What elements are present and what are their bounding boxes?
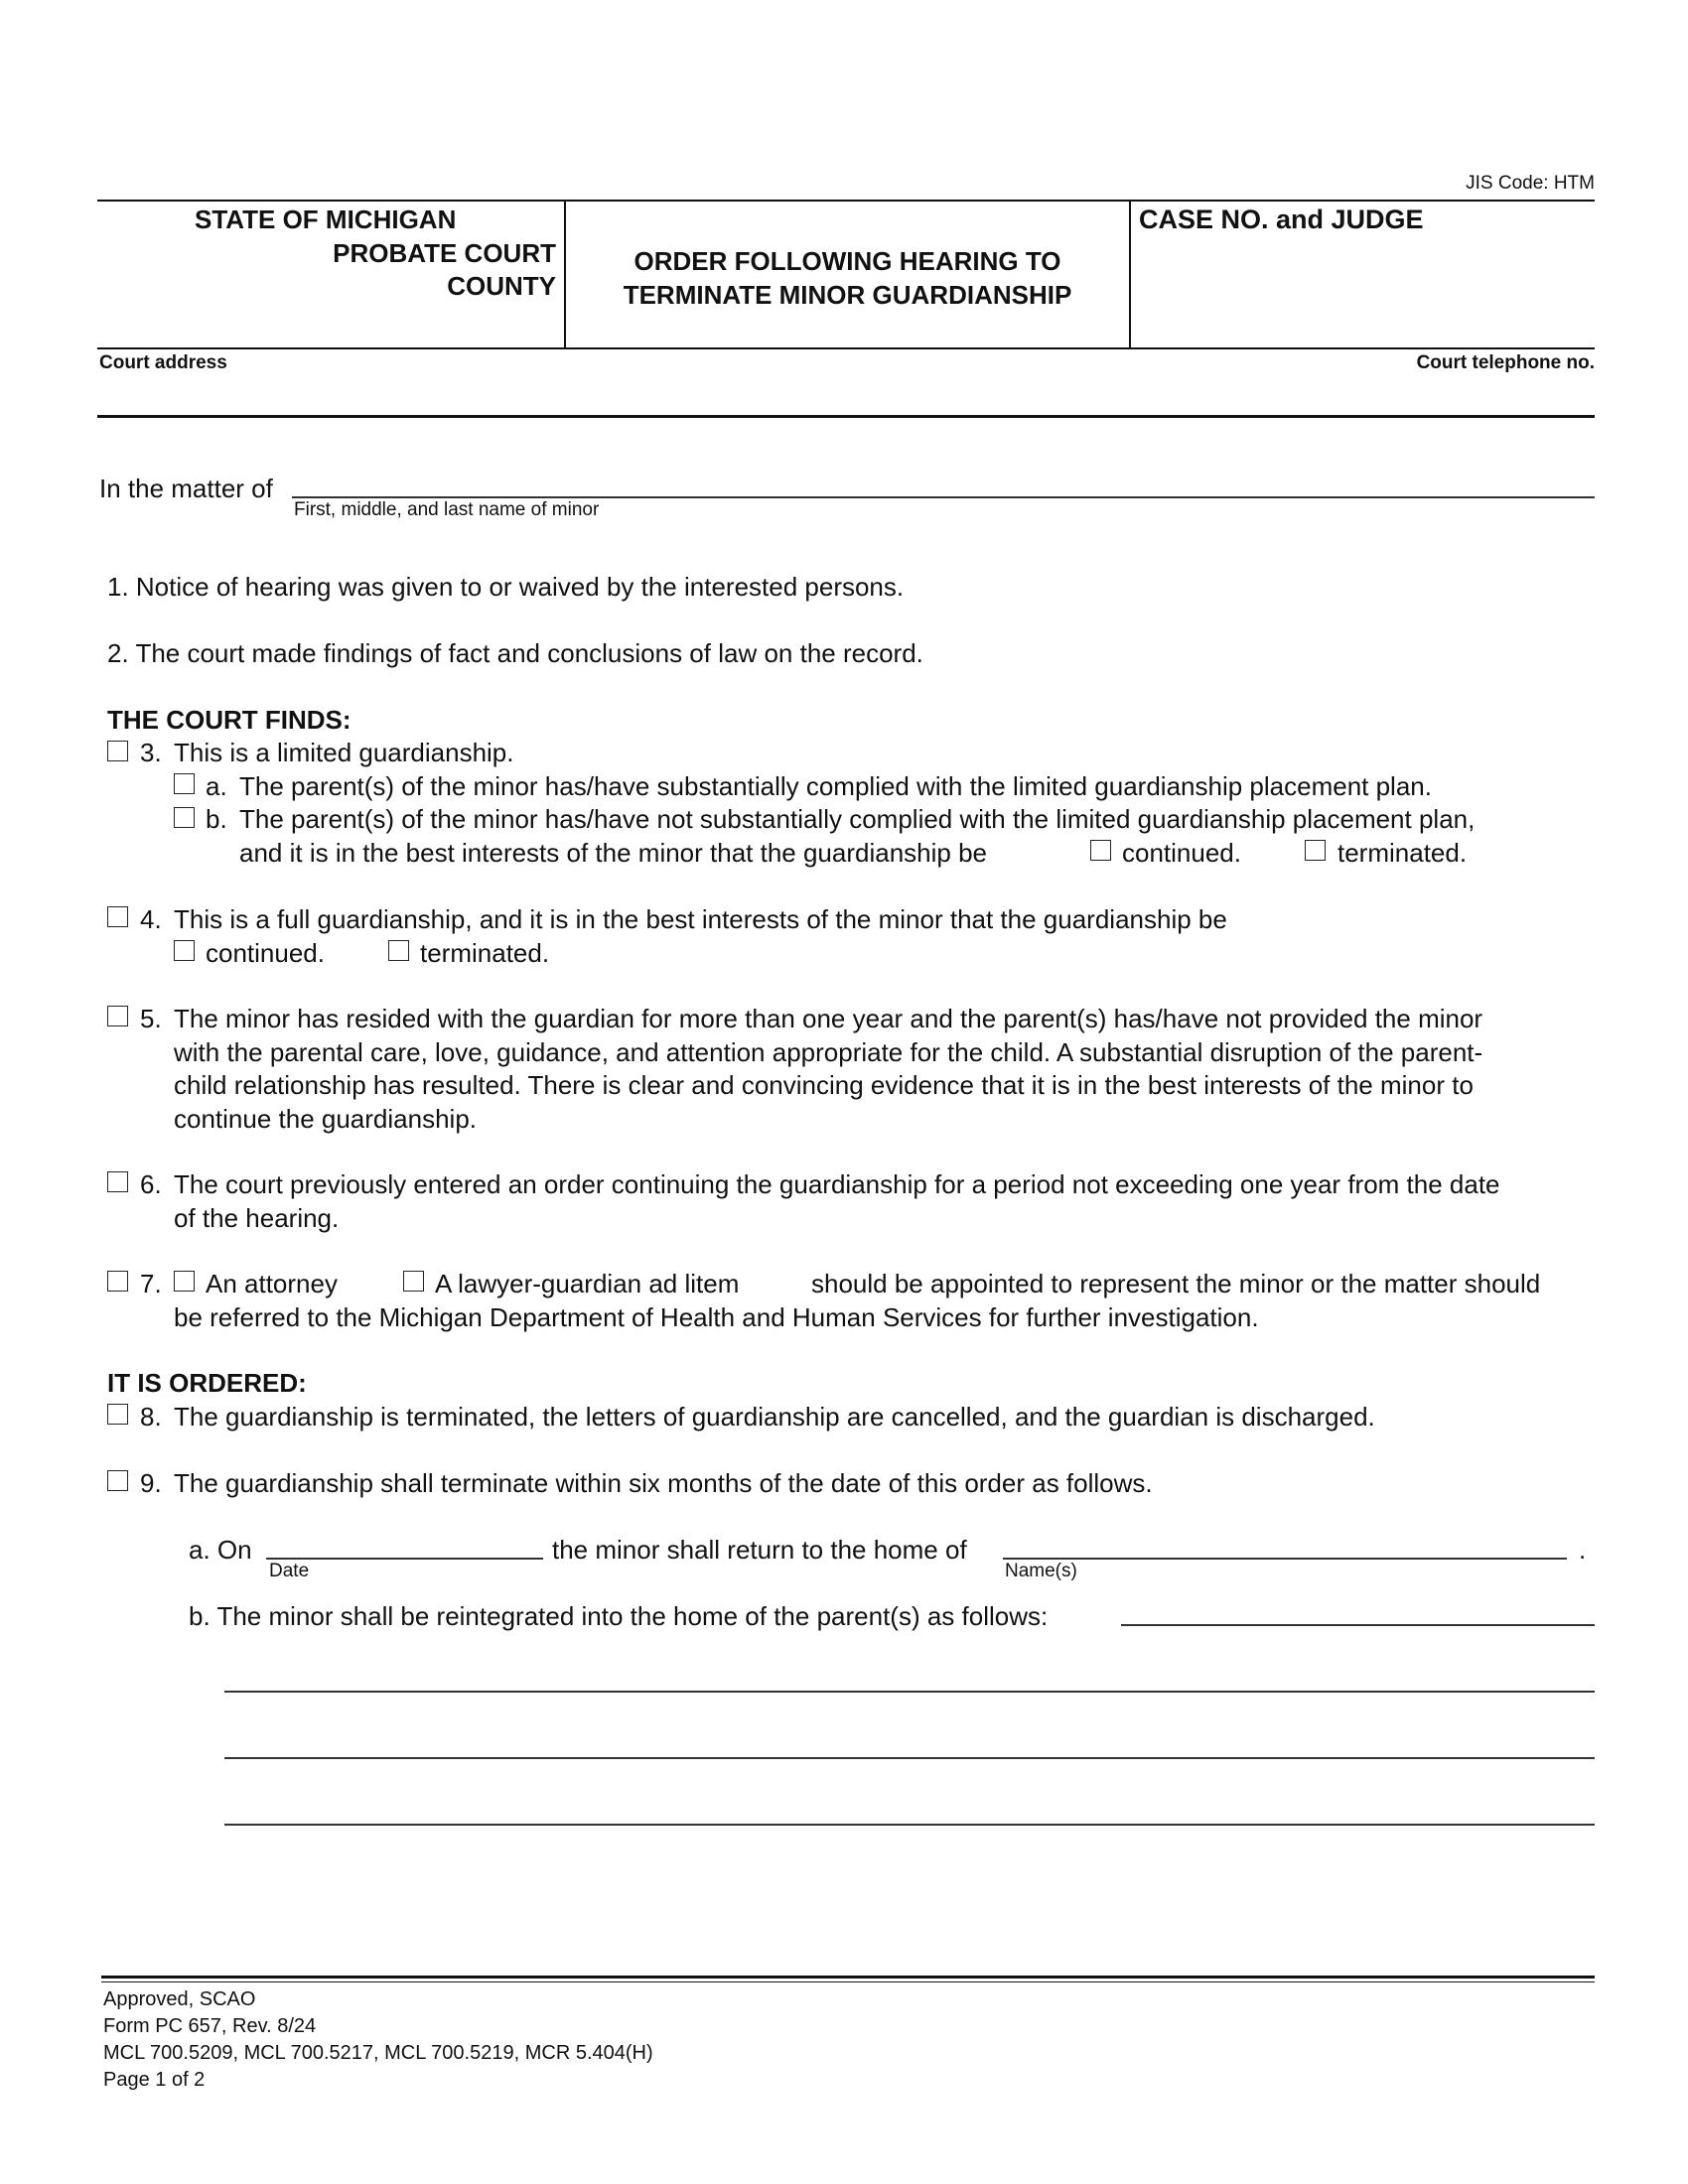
item-3a-letter: a. — [206, 771, 227, 801]
item-3b-checkbox[interactable] — [174, 807, 195, 828]
item-7-lgal-label: A lawyer-guardian ad litem — [435, 1269, 740, 1298]
item-7-checkbox[interactable] — [107, 1271, 128, 1292]
ordered-heading: IT IS ORDERED: — [107, 1368, 307, 1398]
item-6-checkbox[interactable] — [107, 1171, 128, 1192]
item-4-checkbox[interactable] — [107, 906, 128, 927]
findings-heading: THE COURT FINDS: — [107, 705, 352, 735]
item-5-text-line1: The minor has resided with the guardian for more than one year and the parent(s) has/have not provided the minor — [174, 1004, 1483, 1033]
item-3b-letter: b. — [206, 804, 227, 834]
header-divider-right — [1129, 200, 1131, 349]
item-9a-names-caption: Name(s) — [1005, 1561, 1077, 1581]
county-label: COUNTY — [447, 271, 556, 301]
item-9a-on: a. On — [189, 1535, 252, 1565]
item-3b-text-line2: and it is in the best interests of the minor that the guardianship be — [239, 838, 988, 868]
footer-approved: Approved, SCAO — [103, 1988, 256, 2010]
header-bottom-rule — [97, 347, 1595, 349]
item-8-checkbox[interactable] — [107, 1404, 128, 1425]
item-4-continued-label: continued. — [206, 938, 325, 968]
item-7-attorney-label: An attorney — [206, 1269, 338, 1298]
item-3b-text-line1: The parent(s) of the minor has/have not substantially complied with the limited guardianship placement plan, — [239, 804, 1476, 834]
item-3-checkbox[interactable] — [107, 741, 128, 761]
item-3a-checkbox[interactable] — [174, 773, 195, 794]
address-rule — [97, 415, 1595, 418]
item-3-number: 3. — [140, 738, 162, 767]
footer-statutes: MCL 700.5209, MCL 700.5217, MCL 700.5219, MCR 5.404(H) — [103, 2042, 653, 2064]
form-title — [566, 244, 1129, 312]
item-9a-date-field[interactable] — [266, 1558, 543, 1560]
item-9b-field-line4[interactable] — [224, 1824, 1595, 1826]
item-1: 1. Notice of hearing was given to or waived by the interested persons. — [107, 572, 905, 602]
header-top-rule — [97, 200, 1595, 202]
minor-name-field[interactable] — [292, 496, 1595, 498]
item-9a-text: the minor shall return to the home of — [552, 1535, 967, 1565]
item-9a-period: . — [1579, 1535, 1587, 1565]
item-3b-terminated-label: terminated. — [1337, 838, 1468, 868]
item-7-number: 7. — [140, 1269, 162, 1298]
item-9b-text: b. The minor shall be reintegrated into the home of the parent(s) as follows: — [189, 1601, 1049, 1631]
footer-form-number: Form PC 657, Rev. 8/24 — [103, 2015, 317, 2037]
item-4-terminated-label: terminated. — [420, 938, 550, 968]
court-address-label: Court address — [99, 352, 227, 373]
item-2: 2. The court made findings of fact and conclusions of law on the record. — [107, 638, 923, 668]
footer-block — [103, 1986, 653, 2094]
item-6-number: 6. — [140, 1169, 162, 1199]
form-title-line2: TERMINATE MINOR GUARDIANSHIP — [623, 280, 1072, 310]
item-5-text-line3: child relationship has resulted. There is clear and convincing evidence that it is in the best interests of the minor to — [174, 1070, 1474, 1100]
item-5-number: 5. — [140, 1004, 162, 1033]
item-7-attorney-checkbox[interactable] — [174, 1271, 195, 1292]
item-7-text-line1: should be appointed to represent the minor or the matter should — [811, 1269, 1541, 1298]
item-5-checkbox[interactable] — [107, 1006, 128, 1026]
item-8-text: The guardianship is terminated, the letters of guardianship are cancelled, and the guardian is discharged. — [174, 1402, 1375, 1432]
case-no-judge-label: CASE NO. and JUDGE — [1139, 205, 1424, 234]
jis-code: JIS Code: HTM — [1466, 173, 1595, 194]
court-label: PROBATE COURT — [333, 238, 556, 268]
state-label: STATE OF MICHIGAN — [195, 205, 457, 234]
item-8-number: 8. — [140, 1402, 162, 1432]
footer-page-number: Page 1 of 2 — [103, 2069, 206, 2091]
item-4-text: This is a full guardianship, and it is in the best interests of the minor that the guardianship be — [174, 904, 1227, 934]
item-3b-continued-checkbox[interactable] — [1090, 840, 1111, 861]
item-9-number: 9. — [140, 1468, 162, 1498]
minor-name-caption: First, middle, and last name of minor — [294, 499, 600, 520]
item-3-text: This is a limited guardianship. — [174, 738, 514, 767]
item-6-text-line1: The court previously entered an order continuing the guardianship for a period not exceeding one year from the date — [174, 1169, 1500, 1199]
item-4-terminated-checkbox[interactable] — [388, 940, 409, 961]
item-6-text-line2: of the hearing. — [174, 1203, 340, 1233]
item-3b-terminated-checkbox[interactable] — [1305, 840, 1326, 861]
item-3a-text: The parent(s) of the minor has/have substantially complied with the limited guardianship placement plan. — [239, 771, 1432, 801]
item-9b-field-line2[interactable] — [224, 1691, 1595, 1693]
item-9b-field-line3[interactable] — [224, 1757, 1595, 1759]
matter-label: In the matter of — [99, 474, 273, 503]
footer-rule-thick — [101, 1976, 1595, 1979]
footer-rule-thin — [101, 1981, 1595, 1982]
item-9-text: The guardianship shall terminate within six months of the date of this order as follows. — [174, 1468, 1153, 1498]
item-4-continued-checkbox[interactable] — [174, 940, 195, 961]
item-9a-names-field[interactable] — [1003, 1558, 1567, 1560]
item-7-lgal-checkbox[interactable] — [403, 1271, 424, 1292]
item-9b-field-line1[interactable] — [1121, 1624, 1595, 1626]
item-3b-continued-label: continued. — [1122, 838, 1241, 868]
item-5-text-line2: with the parental care, love, guidance, and attention appropriate for the child. A substantial disruption of the parent- — [174, 1037, 1483, 1067]
item-4-number: 4. — [140, 904, 162, 934]
form-title-line1: ORDER FOLLOWING HEARING TO — [633, 246, 1061, 276]
item-5-text-line4: continue the guardianship. — [174, 1104, 478, 1134]
item-9a-date-caption: Date — [269, 1561, 310, 1581]
item-7-text-line2: be referred to the Michigan Department of Health and Human Services for further investigation. — [174, 1302, 1259, 1332]
court-phone-label: Court telephone no. — [1416, 352, 1595, 373]
item-9-checkbox[interactable] — [107, 1470, 128, 1491]
